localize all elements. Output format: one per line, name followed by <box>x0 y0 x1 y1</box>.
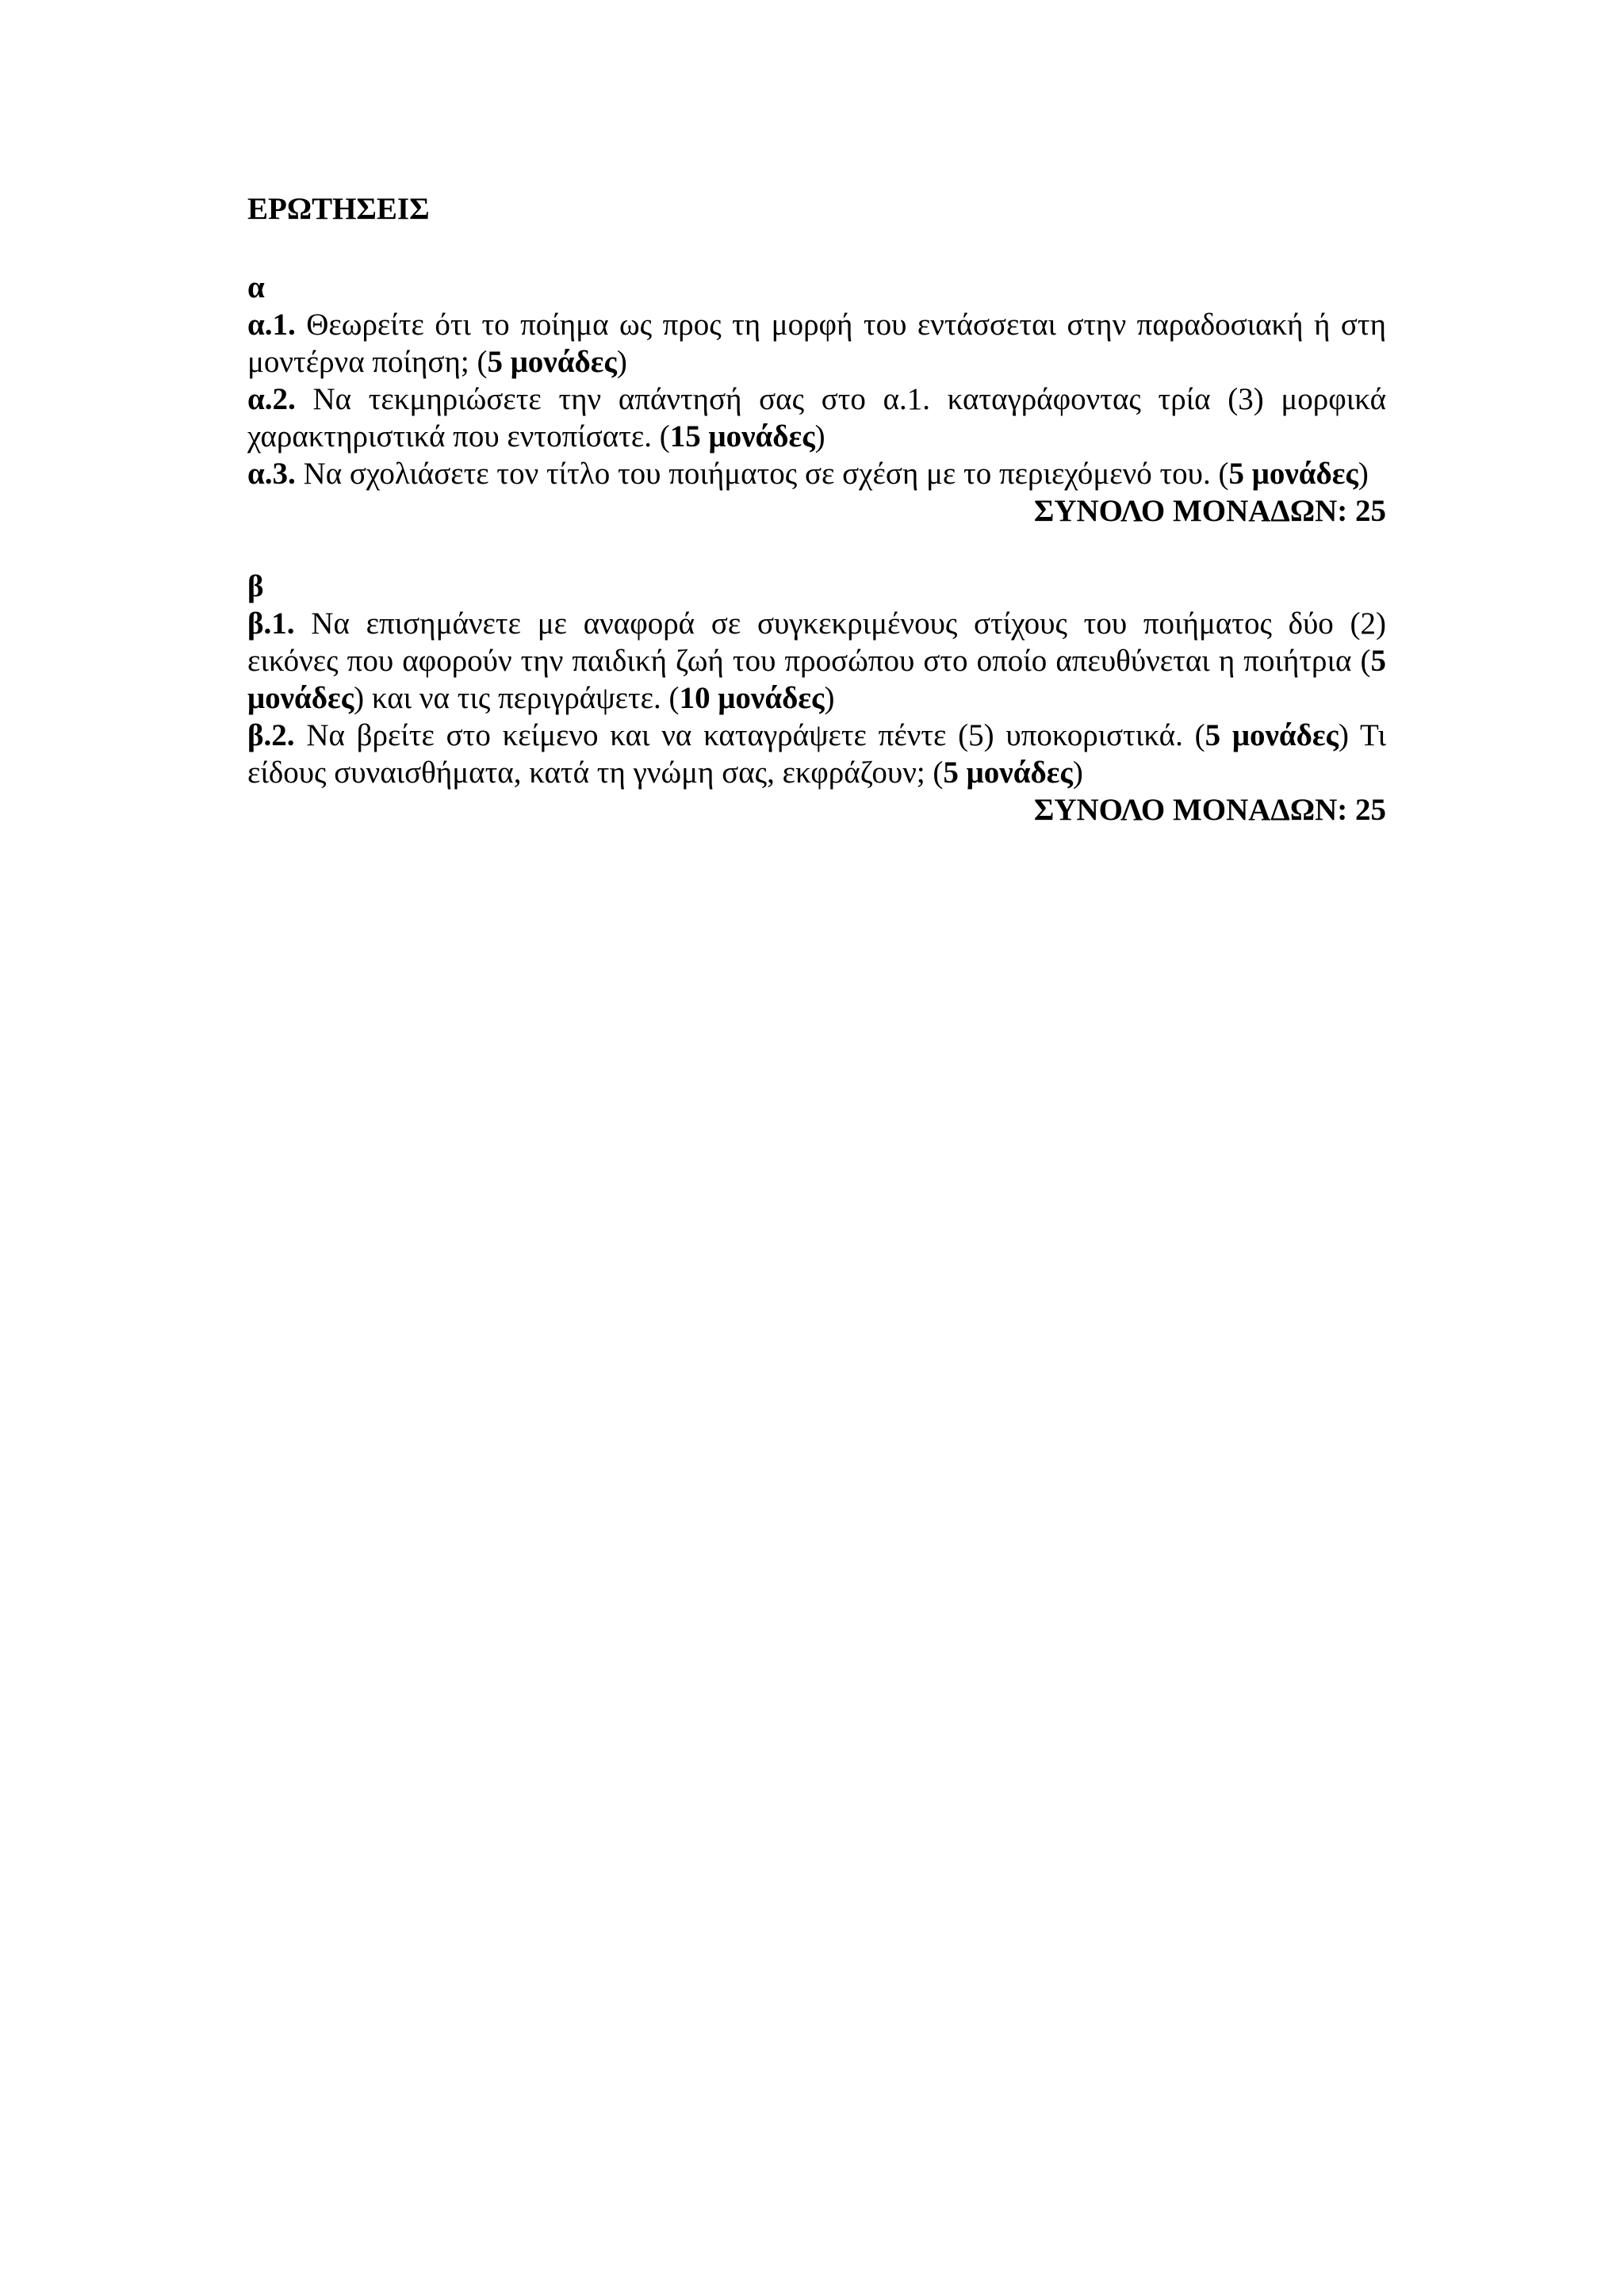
section-a-total: ΣΥΝΟΛΟ ΜΟΝΑΔΩΝ: 25 <box>1033 494 1386 528</box>
question-a1-end: ) <box>616 345 627 379</box>
question-b2-text-2: ) Τι είδους συναισθήματα, κατά τη γνώμη σας, εκφράζουν; ( <box>247 718 1386 790</box>
question-a3 <box>247 455 1386 492</box>
question-b1-points-1: 5 μονάδες <box>247 644 1386 715</box>
page-title: ΕΡΩΤΗΣΕΙΣ <box>247 192 430 226</box>
question-a2-text: Να τεκμηριώσετε την απάντησή σας στο α.1. καταγράφοντας τρία (3) μορφικά χαρακτηριστικά που εντοπίσατε. ( <box>247 382 1386 453</box>
question-b1-text: Να επισημάνετε με αναφορά σε συγκεκριμένους στίχους του ποιήματος δύο (2) εικόνες που αφορούν την παιδική ζωή του προσώπου στο οποίο απευθύνεται η ποιήτρια ( <box>247 607 1386 678</box>
question-b2-number: β.2. <box>247 718 295 752</box>
question-b1 <box>247 605 1386 717</box>
question-a1-points: 5 μονάδες <box>487 345 617 379</box>
section-b-total: ΣΥΝΟΛΟ ΜΟΝΑΔΩΝ: 25 <box>1033 793 1386 827</box>
question-b2-points-1: 5 μονάδες <box>1205 718 1339 752</box>
question-b2-text: Να βρείτε στο κείμενο και να καταγράψετε πέντε (5) υποκοριστικά. ( <box>294 718 1205 752</box>
question-a2-points: 15 μονάδες <box>669 419 815 453</box>
question-a1-number: α.1. <box>247 308 296 342</box>
question-b1-points-2: 10 μονάδες <box>679 681 825 715</box>
question-a3-end: ) <box>1358 457 1369 491</box>
question-a2-end: ) <box>814 419 825 453</box>
question-a1-text: Θεωρείτε ότι το ποίημα ως προς τη μορφή του εντάσσεται στην παραδοσιακή ή στη μοντέρνα ποίηση; ( <box>247 308 1386 379</box>
question-b2-end: ) <box>1072 756 1083 790</box>
question-b1-number: β.1. <box>247 607 295 641</box>
question-a1 <box>247 306 1386 381</box>
section-a-letter: α <box>247 270 265 304</box>
section-a <box>247 269 1386 530</box>
section-b <box>247 568 1386 828</box>
section-b-letter: β <box>247 569 264 603</box>
question-a3-text: Να σχολιάσετε τον τίτλο του ποιήματος σε σχέση με το περιεχόμενό του. ( <box>295 457 1229 491</box>
question-b1-text-2: ) και να τις περιγράψετε. ( <box>354 681 680 715</box>
question-b2 <box>247 717 1386 791</box>
question-a2-number: α.2. <box>247 382 296 416</box>
question-b2-points-2: 5 μονάδες <box>943 756 1073 790</box>
question-a3-points: 5 μονάδες <box>1228 457 1358 491</box>
document-content <box>247 190 1386 828</box>
question-b1-end: ) <box>824 681 835 715</box>
question-a3-number: α.3. <box>247 457 296 491</box>
question-a2 <box>247 381 1386 455</box>
